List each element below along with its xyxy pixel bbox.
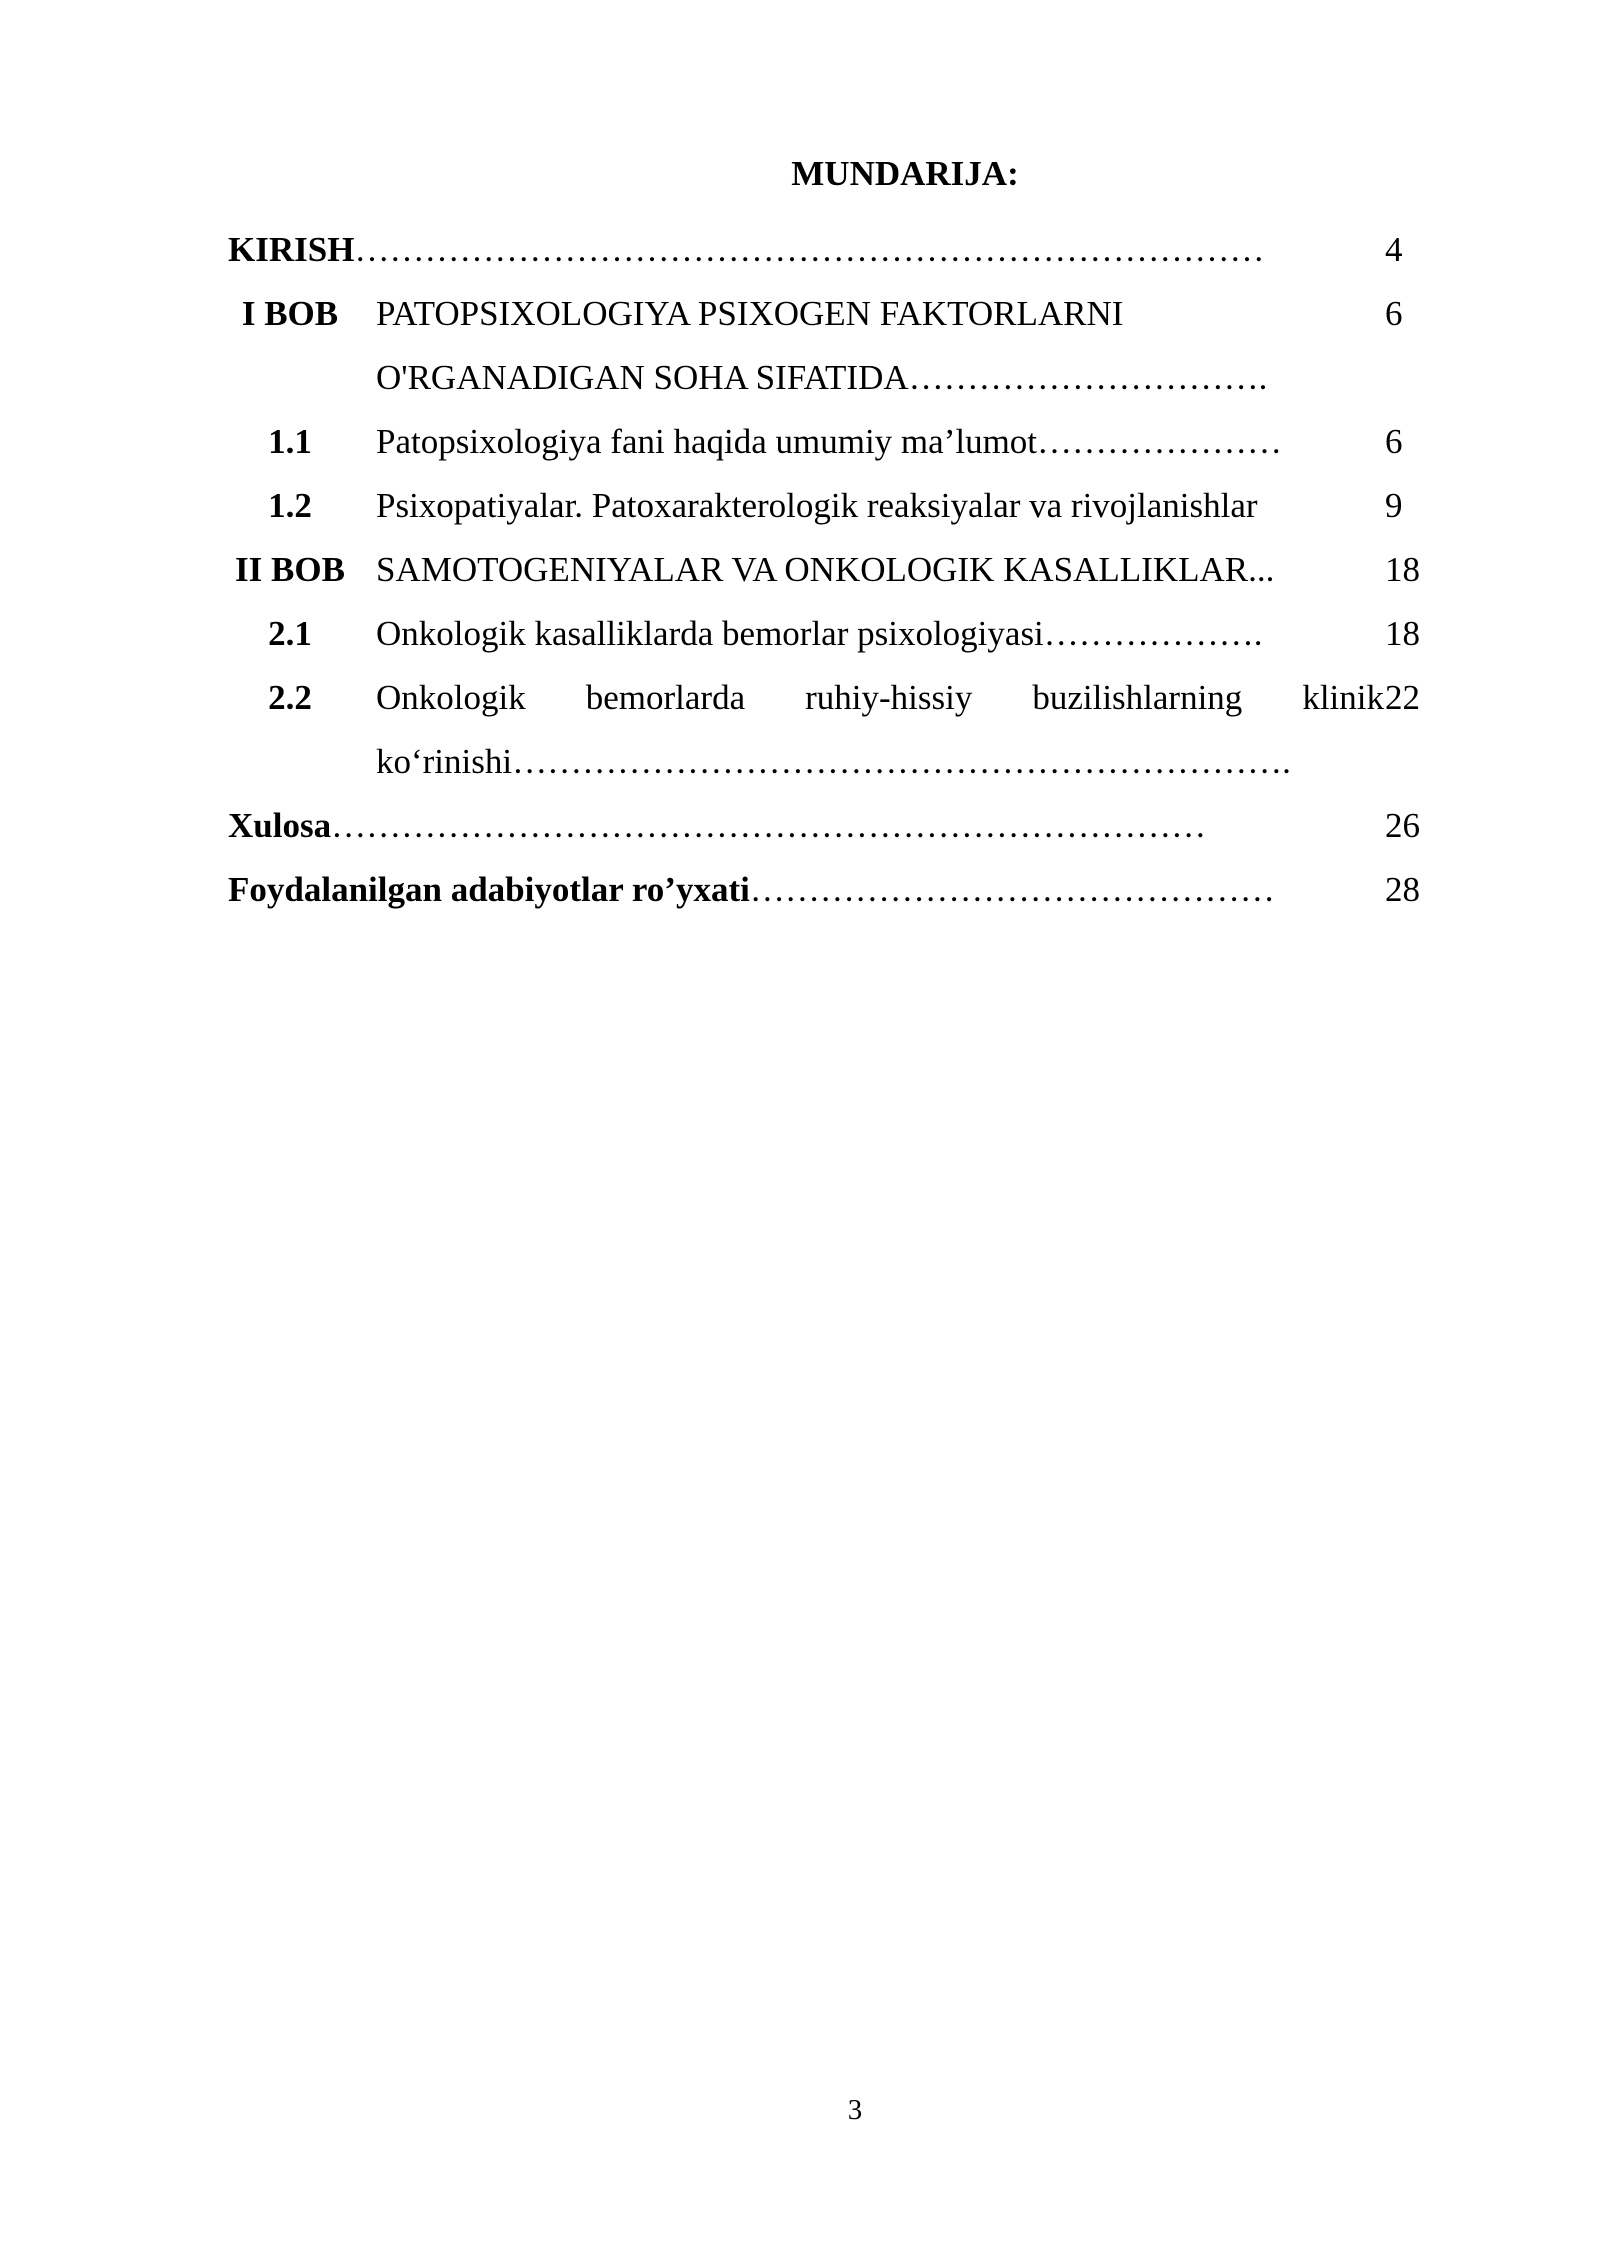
toc-page-number: 4 <box>1385 230 1403 269</box>
toc-entry-bob2[interactable] <box>228 538 1428 602</box>
toc-entry-adabiyotlar[interactable] <box>228 858 1428 922</box>
toc-entry-label: Foydalanilgan adabiyotlar ro’yxati <box>228 870 750 909</box>
toc-entry-kirish[interactable] <box>228 218 1428 282</box>
toc-entry-text <box>376 282 1384 410</box>
toc-leader-dots: ……………………………………… <box>749 870 1275 909</box>
toc-page-number: 6 <box>1385 422 1403 461</box>
toc-chapter-number: I BOB <box>241 294 339 333</box>
toc-page-number: 18 <box>1385 550 1420 589</box>
toc-entry-text <box>228 218 1358 282</box>
toc-entry-1-1[interactable] <box>228 410 1428 474</box>
toc-entry-text: Psixopatiyalar. Patoxarakterologik reaksiyalar va rivojlanishlar <box>376 486 1258 525</box>
toc-entry-text: Patopsixologiya fani haqida umumiy ma’lumot………………… <box>376 422 1283 461</box>
toc-entry-label: Xulosa <box>228 806 332 845</box>
toc-entry-line-2: ko‘rinishi…………………………………………………………. <box>376 742 1291 781</box>
toc-entry-xulosa[interactable] <box>228 794 1428 858</box>
toc-entry-label: KIRISH <box>228 230 355 269</box>
table-of-contents <box>228 218 1428 922</box>
toc-entry-line-1: Onkologik bemorlarda ruhiy-hissiy buzilishlarning klinik <box>376 678 1384 717</box>
toc-entry-text: Onkologik kasalliklarda bemorlar psixologiyasi………………. <box>376 614 1263 653</box>
toc-chapter-number: II BOB <box>235 550 345 589</box>
toc-section-number: 2.2 <box>268 678 312 717</box>
toc-entry-1-2[interactable] <box>228 474 1428 538</box>
toc-entry-text <box>376 666 1384 794</box>
toc-page-number: 26 <box>1385 806 1420 845</box>
toc-section-number: 1.1 <box>268 422 312 461</box>
toc-entry-line-2: O'RGANADIGAN SOHA SIFATIDA…………………………. <box>376 358 1268 397</box>
toc-section-number: 1.2 <box>268 486 312 525</box>
toc-page-number: 22 <box>1385 678 1420 717</box>
toc-entry-text <box>228 858 1358 922</box>
toc-leader-dots: ………………………………………………………………… <box>331 806 1207 845</box>
toc-section-number: 2.1 <box>268 614 312 653</box>
page-number: 3 <box>847 2094 863 2126</box>
page-title: MUNDARIJA: <box>791 154 1019 193</box>
toc-page-number: 18 <box>1385 614 1420 653</box>
toc-page-number: 6 <box>1385 294 1403 333</box>
toc-entry-text: SAMOTOGENIYALAR VA ONKOLOGIK KASALLIKLAR... <box>376 550 1275 589</box>
toc-page-number: 28 <box>1385 870 1420 909</box>
toc-entry-2-1[interactable] <box>228 602 1428 666</box>
toc-page-number: 9 <box>1385 486 1403 525</box>
toc-leader-dots: …………………………………………………………………… <box>354 230 1265 269</box>
toc-entry-2-2[interactable] <box>228 666 1428 794</box>
toc-entry-line-1: PATOPSIXOLOGIYA PSIXOGEN FAKTORLARNI <box>376 294 1124 333</box>
toc-entry-text <box>228 794 1358 858</box>
toc-entry-bob1[interactable] <box>228 282 1428 410</box>
